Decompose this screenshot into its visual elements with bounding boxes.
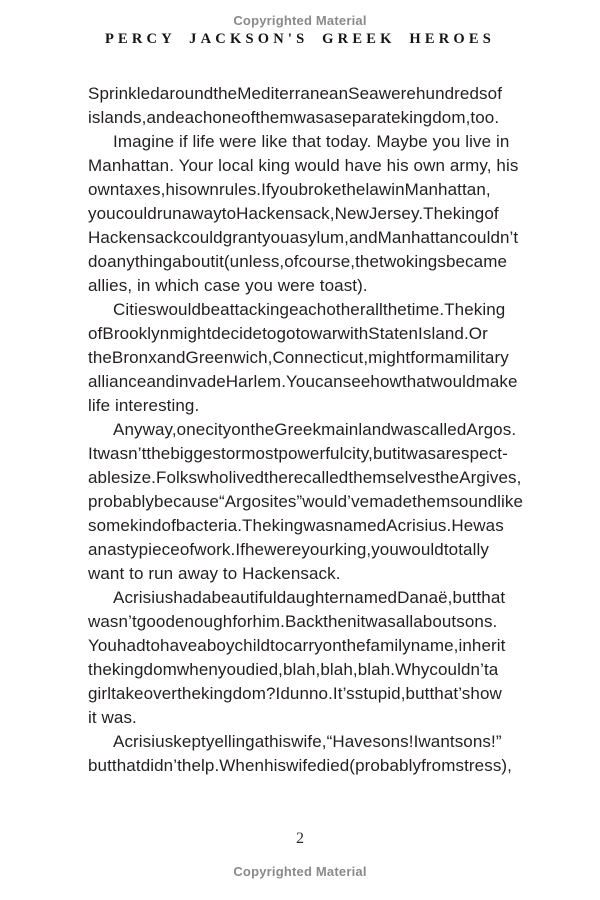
text-line: probablybecause“Argosites”would’vemadethemsoundlike: [88, 492, 524, 511]
text-line: Citieswouldbeattackingeachotherallthetime.Theking: [113, 300, 506, 319]
copyright-notice-top: Copyrighted Material: [233, 13, 367, 28]
text-line: SprinkledaroundtheMediterraneanSeawerehundredsof: [88, 84, 503, 103]
running-header: PERCY JACKSON'S GREEK HEROES: [104, 31, 496, 47]
text-line: wasn’tgoodenoughforhim.Backthenitwasallaboutsons.: [88, 612, 498, 631]
text-line: Anyway,onecityontheGreekmainlandwascalledArgos.: [113, 420, 517, 439]
text-line: ablesize.FolkswholivedtherecalledthemselvestheArgives,: [88, 468, 522, 487]
text-line: girltakeoverthekingdom?Idunno.It’sstupid,butthat’show: [88, 684, 502, 703]
text-line: thekingdomwhenyoudied,blah,blah,blah.Whycouldn’ta: [88, 660, 499, 679]
text-line: Hackensackcouldgrantyouasylum,andManhattancouldn’t: [88, 228, 519, 247]
text-line: Imagine if life were like that today. Maybe you live in: [113, 132, 510, 151]
text-line: theBronxandGreenwich,Connecticut,mightformamilitary: [88, 348, 509, 367]
text-line: Youhadtohaveaboychildtocarryonthefamilyname,inherit: [88, 636, 506, 655]
text-line: Itwasn’tthebiggestormostpowerfulcity,butitwasarespect-: [88, 444, 508, 463]
text-line: anastypieceofwork.Ifhewereyourking,youwouldtotally: [88, 540, 489, 559]
text-line: owntaxes,hisownrules.IfyoubrokethelawinManhattan,: [88, 180, 491, 199]
text-line: allianceandinvadeHarlem.Youcanseehowthatwouldmake: [88, 372, 518, 391]
copyright-notice-bottom: Copyrighted Material: [233, 864, 367, 879]
text-line: allies, in which case you were toast).: [88, 276, 368, 295]
text-line: Manhattan. Your local king would have his own army, his: [88, 156, 519, 175]
text-line: Acrisiuskeptyellingathiswife,“Havesons!Iwantsons!”: [113, 732, 502, 751]
text-line: doanythingaboutit(unless,ofcourse,thetwokingsbecame: [88, 252, 508, 271]
text-line: somekindofbacteria.ThekingwasnamedAcrisius.Hewas: [88, 516, 504, 535]
text-line: life interesting.: [88, 396, 200, 415]
text-line: it was.: [88, 708, 137, 727]
text-line: youcouldrunawaytoHackensack,NewJersey.Thekingof: [88, 204, 499, 223]
text-line: butthatdidn’thelp.Whenhiswifedied(probablyfromstress),: [88, 756, 512, 775]
text-line: ofBrooklynmightdecidetogotowarwithStatenIsland.Or: [88, 324, 488, 343]
text-line: islands,andeachoneofthemwasaseparatekingdom,too.: [88, 108, 500, 127]
text-line: want to run away to Hackensack.: [88, 564, 341, 583]
page-number: 2: [296, 830, 304, 847]
body-text-block: [88, 82, 524, 778]
text-line: AcrisiushadabeautifuldaughternamedDanaë,butthat: [113, 588, 506, 607]
